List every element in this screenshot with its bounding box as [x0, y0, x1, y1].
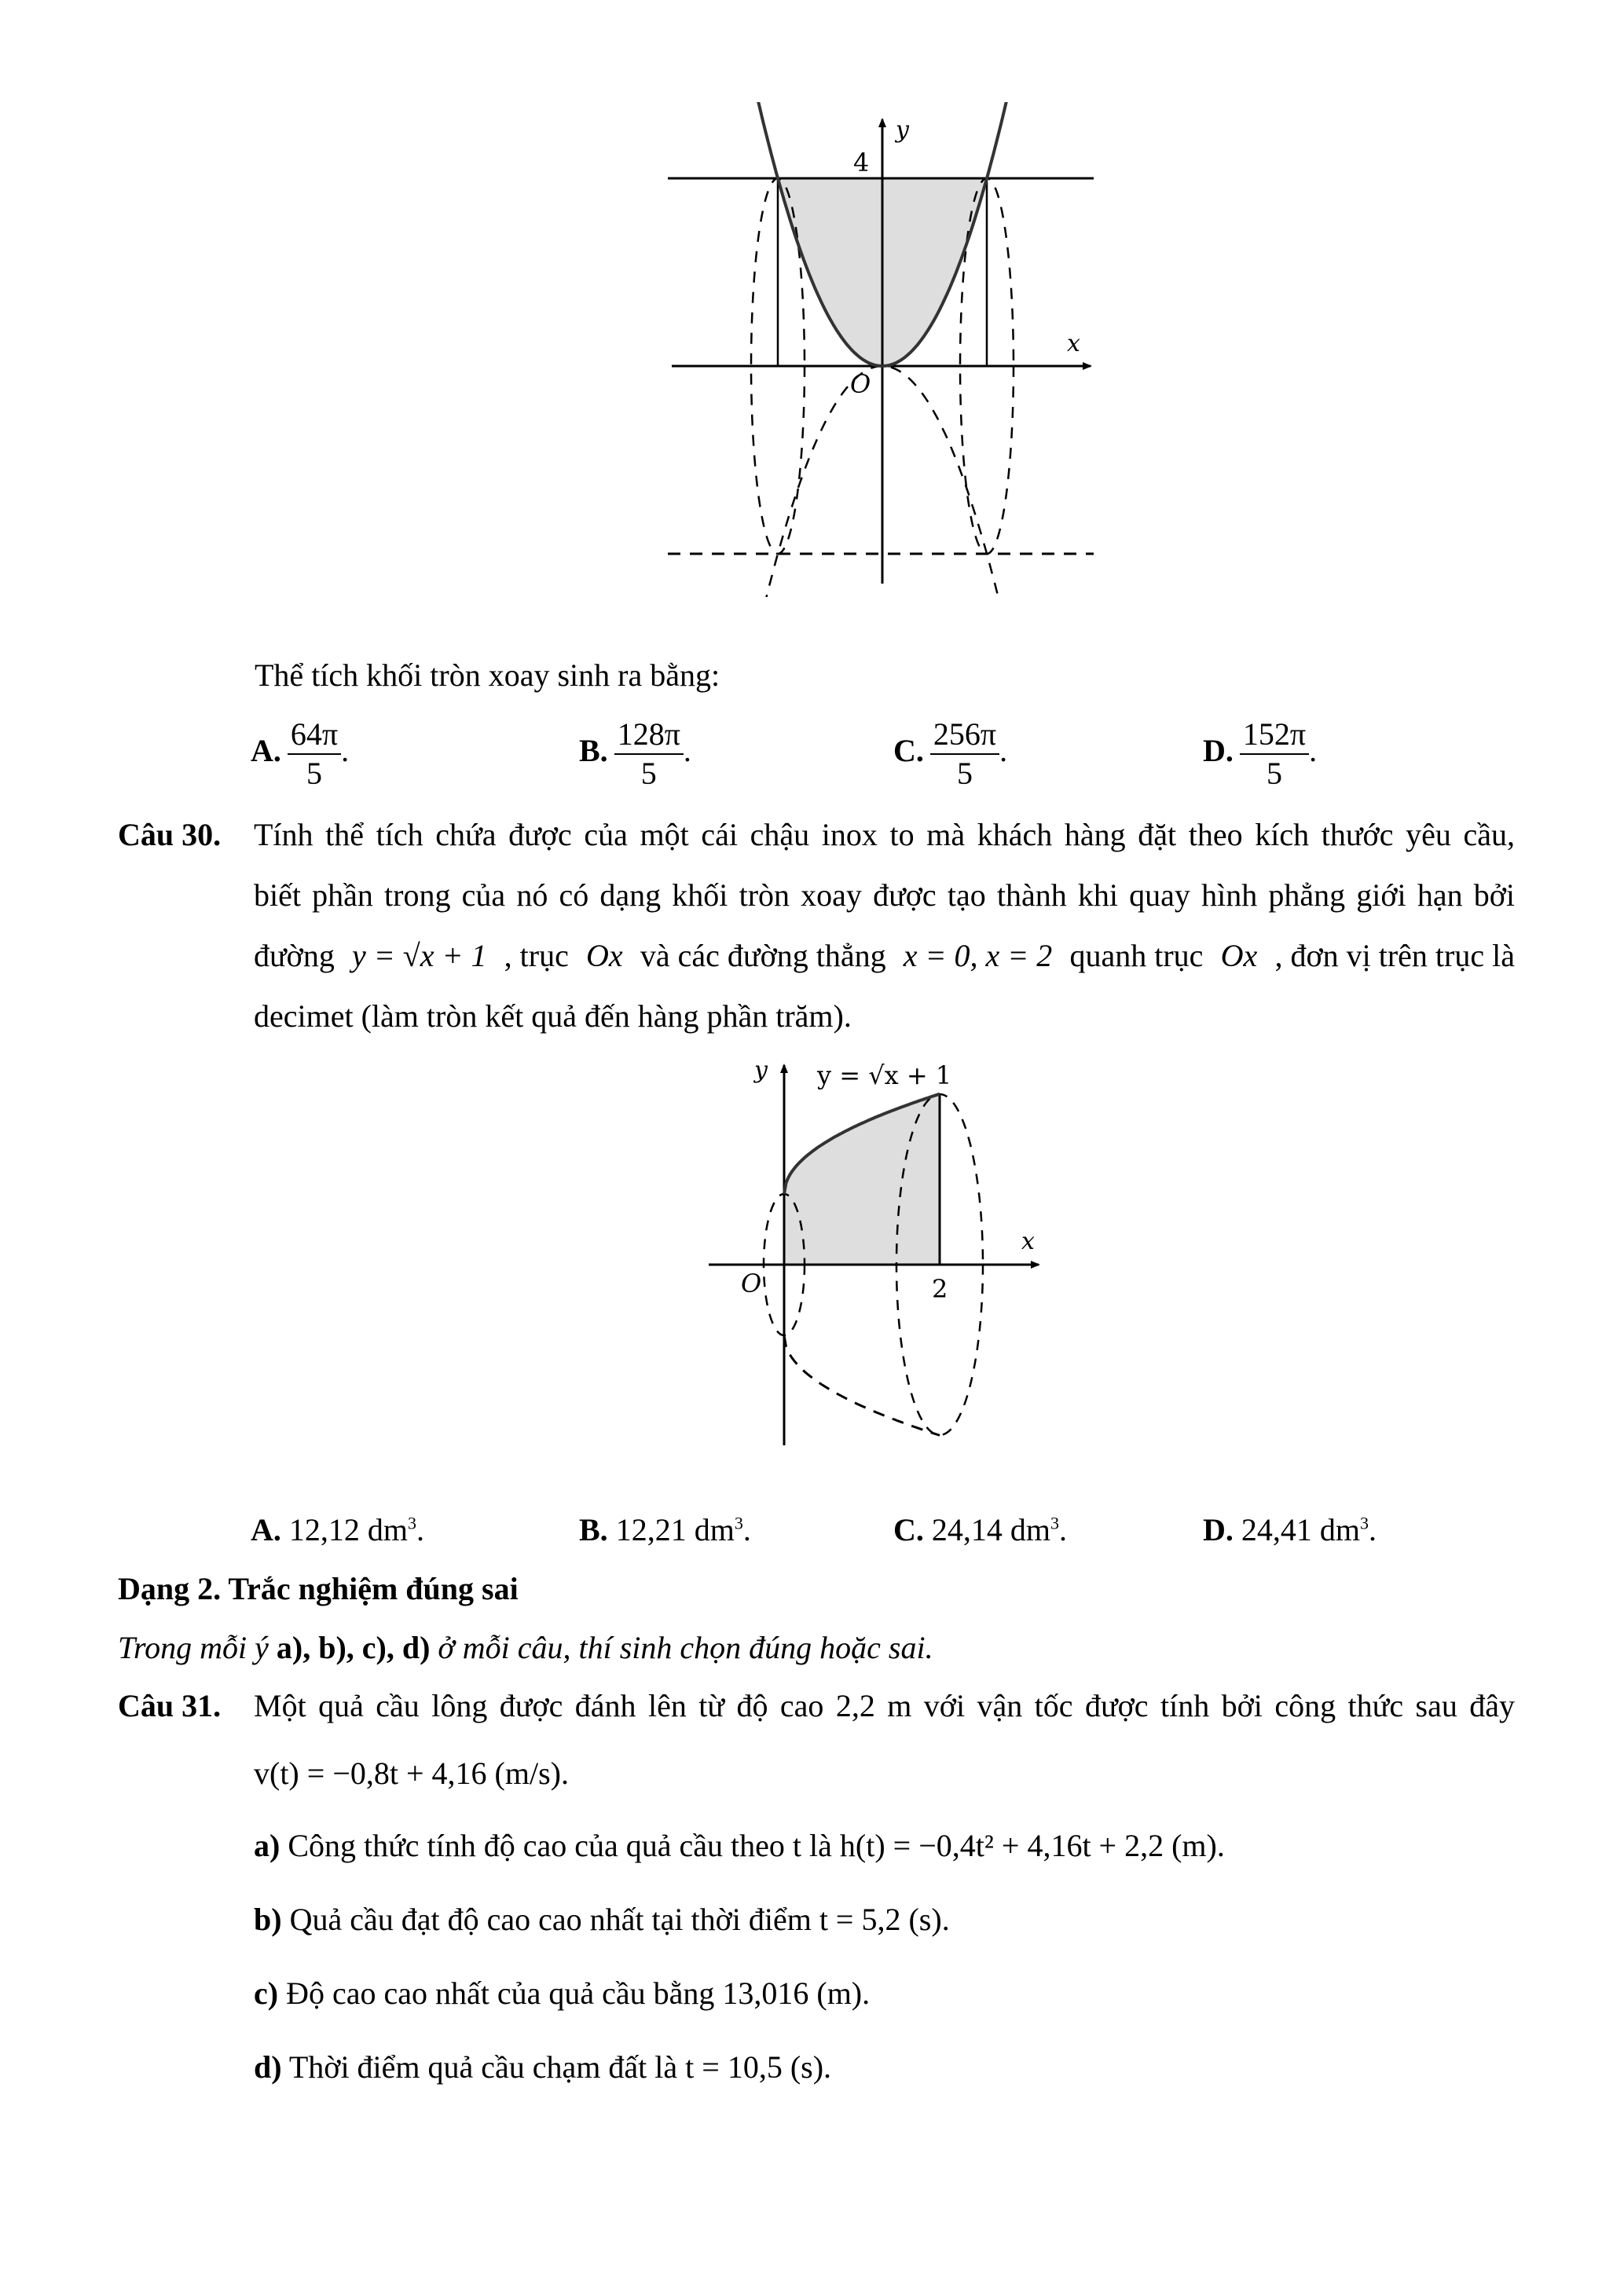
- instr-text: ở mỗi câu, thí sinh chọn đúng hoặc sai.: [430, 1630, 933, 1665]
- q31-item-d[interactable]: [254, 2049, 832, 2085]
- option-label: D.: [1203, 1512, 1234, 1547]
- tail: .: [1059, 1512, 1068, 1547]
- q30-line-3: [254, 940, 1515, 972]
- denominator: 5: [306, 756, 322, 791]
- tail: .: [1369, 1512, 1377, 1547]
- denominator: 5: [640, 756, 657, 791]
- text: và các đường thẳng: [640, 938, 886, 973]
- text: , trục: [504, 938, 569, 973]
- q30-option-b[interactable]: [579, 1514, 751, 1546]
- item-label: b): [254, 1902, 282, 1937]
- y-axis-label: y: [896, 116, 909, 144]
- q31-item-a[interactable]: [254, 1830, 1225, 1862]
- q29-option-a[interactable]: A. $\frac{64\pi}{5}$ .: [251, 716, 350, 791]
- q31-line-1: Một quả cầu lông được đánh lên từ độ cao 2,2 m với vận tốc được tính bởi công thức sau đây: [254, 1688, 1515, 1723]
- item-text: Quả cầu đạt độ cao cao nhất tại thời điểm t = 5,2 (s).: [289, 1902, 950, 1937]
- fraction: [930, 716, 999, 791]
- figure-sqrt-revolution: [699, 1053, 1076, 1492]
- x-axis-label: x: [1067, 330, 1080, 357]
- option-value: 12,21 dm: [615, 1512, 735, 1547]
- formula-ox: Ox: [1220, 938, 1258, 973]
- exponent: 3: [408, 1513, 417, 1533]
- formula-bounds: x = 0, x = 2: [903, 938, 1053, 973]
- item-label: a): [254, 1828, 280, 1863]
- fraction: [614, 716, 684, 791]
- tail: .: [742, 1512, 751, 1547]
- option-label: C.: [893, 733, 924, 769]
- x-axis-label: x: [1021, 1228, 1035, 1255]
- q31-number: Câu 31.: [118, 1688, 222, 1723]
- option-label: A.: [251, 733, 281, 769]
- tick-label-4: 4: [853, 148, 870, 178]
- item-label: d): [254, 2049, 282, 2085]
- numerator: 256π: [930, 719, 999, 755]
- dashed-mirror-curve: [784, 1335, 940, 1435]
- item-text: Thời điểm quả cầu chạm đất là t = 10,5 (s).: [288, 2049, 832, 2085]
- fraction: [1240, 716, 1309, 791]
- numerator: 64π: [288, 719, 341, 755]
- option-label: B.: [579, 1512, 608, 1547]
- denominator: 5: [956, 756, 973, 791]
- exponent: 3: [734, 1513, 743, 1533]
- exponent: 3: [1360, 1513, 1369, 1533]
- formula-sqrt: y = √x + 1: [352, 938, 487, 973]
- tick-label-2: 2: [932, 1274, 948, 1304]
- q31-formula: v(t) = −0,8t + 4,16 (m/s).: [254, 1756, 569, 1791]
- q30-line-4: decimet (làm tròn kết quả đến hàng phần trăm).: [254, 998, 852, 1034]
- q30-line-2: biết phần trong của nó có dạng khối tròn xoay được tạo thành khi quay hình phẳng giới hạn bởi: [254, 877, 1515, 913]
- text: , đơn vị trên trục là: [1274, 938, 1515, 973]
- q31-item-b[interactable]: [254, 1904, 950, 1935]
- origin-label: O: [741, 1269, 762, 1298]
- denominator: 5: [1266, 756, 1282, 791]
- option-value: 24,41 dm: [1241, 1512, 1361, 1547]
- curve-label: y = √x + 1: [817, 1060, 952, 1090]
- option-value: 24,14 dm: [931, 1512, 1051, 1547]
- q29-option-c[interactable]: C. $\frac{256\pi}{5}$ .: [893, 716, 1008, 791]
- instr-bold: a), b), c), d): [276, 1630, 431, 1665]
- option-label: A.: [251, 1512, 281, 1547]
- numerator: 128π: [614, 719, 684, 755]
- numerator: 152π: [1240, 719, 1309, 755]
- q30-number: Câu 30.: [118, 817, 222, 852]
- tail: .: [416, 1512, 425, 1547]
- option-label: D.: [1203, 733, 1234, 769]
- text: quanh trục: [1069, 938, 1204, 973]
- q31-item-c[interactable]: [254, 1978, 870, 2009]
- instr-text: Trong mỗi ý: [118, 1630, 277, 1665]
- origin-label: O: [850, 369, 871, 399]
- figure-paraboloid: [652, 102, 1108, 597]
- y-axis-label: y: [754, 1056, 768, 1084]
- option-value: 12,12 dm: [288, 1512, 409, 1547]
- option-label: B.: [579, 733, 608, 769]
- section-title: Dạng 2. Trắc nghiệm đúng sai: [118, 1571, 519, 1606]
- q29-option-d[interactable]: D. $\frac{152\pi}{5}$ .: [1203, 716, 1318, 791]
- item-text: Công thức tính độ cao của quả cầu theo t là h(t) = −0,4t² + 4,16t + 2,2 (m).: [288, 1828, 1225, 1863]
- item-label: c): [254, 1976, 279, 2011]
- exponent: 3: [1050, 1513, 1060, 1533]
- option-label: C.: [893, 1512, 924, 1547]
- q30-option-a[interactable]: [251, 1514, 424, 1546]
- q30-option-c[interactable]: [893, 1514, 1067, 1546]
- q30-line-1: Tính thể tích chứa được của một cái chậu inox to mà khách hàng đặt theo kích thước yêu cầu,: [254, 817, 1515, 852]
- text: đường: [254, 938, 335, 973]
- q30-option-d[interactable]: [1203, 1514, 1377, 1546]
- item-text: Độ cao cao nhất của quả cầu bằng 13,016 (m).: [286, 1976, 871, 2011]
- formula-ox: Ox: [586, 938, 623, 973]
- q29-prompt: Thể tích khối tròn xoay sinh ra bằng:: [255, 657, 720, 693]
- q29-option-b[interactable]: B. $\frac{128\pi}{5}$ .: [579, 716, 691, 791]
- section-instruction: [118, 1632, 933, 1664]
